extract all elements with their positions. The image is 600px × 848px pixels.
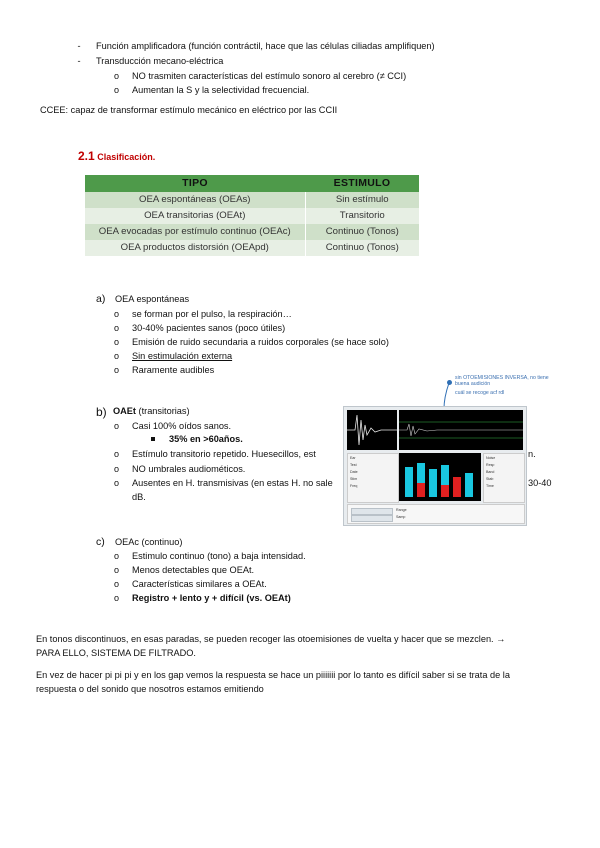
- oeas-item: Raramente audibles: [132, 365, 215, 375]
- stats-label: Noise: [486, 456, 496, 460]
- paragraph-filtering-line2: PARA ELLO, SISTEMA DE FILTRADO.: [36, 648, 196, 658]
- oeas-item: Sin estimulación externa: [132, 351, 233, 361]
- circle-bullet-icon: o: [114, 85, 120, 95]
- oaet-title-bold: OAEt: [113, 406, 136, 416]
- paragraph-gap-line2: respuesta o del sonido que nosotros estamos emitiendo: [36, 684, 264, 694]
- dash-bullet: -: [77, 56, 81, 66]
- circle-bullet-icon: o: [114, 551, 120, 561]
- info-label: Ear: [350, 456, 356, 460]
- table-cell: OEA espontáneas (OEAs): [85, 192, 305, 208]
- strip-label: Range: [396, 508, 407, 512]
- callout-text: sin OTOEMISIONES INVERSA, no tiene buena audición: [455, 375, 549, 387]
- info-label: Stim: [350, 477, 358, 481]
- stats-label: Time: [486, 484, 494, 488]
- list-marker-b: b): [96, 405, 107, 419]
- table-header-estimulo: ESTIMULO: [305, 175, 419, 192]
- info-label: Test: [350, 463, 357, 467]
- oeac-item: Registro + lento y + difícil (vs. OEAt): [132, 593, 291, 603]
- circle-bullet-icon: o: [114, 337, 120, 347]
- table-cell: OEA productos distorsión (OEApd): [85, 240, 305, 256]
- intro-item-2: Transducción mecano-eléctrica: [96, 56, 224, 66]
- info-label: Freq: [350, 484, 358, 488]
- oaet-title: [113, 406, 190, 418]
- oeac-item: Estimulo continuo (tono) a baja intensidad.: [132, 551, 306, 561]
- circle-bullet-icon: o: [114, 365, 120, 375]
- section-heading: [78, 149, 155, 164]
- oeas-item: Emisión de ruido secundaria a ruidos corporales (se hace solo): [132, 337, 389, 347]
- table-row: [85, 192, 419, 208]
- section-title: Clasificación.: [97, 152, 156, 162]
- info-label: Date: [350, 470, 358, 474]
- circle-bullet-icon: o: [114, 593, 120, 603]
- oeac-title: OEAc (continuo): [115, 537, 183, 547]
- square-bullet-icon: [151, 437, 155, 441]
- table-row: [85, 240, 419, 256]
- waveform-icon: [347, 410, 523, 450]
- table-cell: OEA evocadas por estímulo continuo (OEAc): [85, 224, 305, 240]
- oaet-title-rest: (transitorias): [135, 406, 190, 416]
- circle-bullet-icon: o: [114, 309, 120, 319]
- stats-label: Stab: [486, 477, 494, 481]
- circle-bullet-icon: o: [114, 351, 120, 361]
- oaet-item: Estímulo transitorio repetido. Huesecillos, est: [132, 449, 316, 459]
- paragraph-gap-line1: En vez de hacer pi pi pi y en los gap vemos la respuesta se hace un piiiiiii por lo tanto es difícil saber si se trata de la: [36, 670, 510, 680]
- table-cell: Transitorio: [305, 208, 419, 224]
- table-cell: OEA transitorias (OEAt): [85, 208, 305, 224]
- stats-label: Resp: [486, 463, 495, 467]
- table-cell: Continuo (Tonos): [305, 224, 419, 240]
- info-panel: [347, 453, 399, 503]
- circle-bullet-icon: o: [114, 478, 120, 488]
- oaet-item: NO umbrales audiométicos.: [132, 464, 246, 474]
- intro-subitem-1: NO trasmiten características del estímulo sonoro al cerebro (≠ CCI): [132, 71, 407, 81]
- oaet-item: Casi 100% oídos sanos.: [132, 421, 232, 431]
- dash-bullet: -: [77, 41, 81, 51]
- circle-bullet-icon: o: [114, 579, 120, 589]
- table-row: [85, 208, 419, 224]
- intro-item-1: Función amplificadora (función contráctil, hace que las células ciliadas amplifiquen): [96, 41, 435, 51]
- list-marker-a: a): [96, 293, 106, 305]
- circle-bullet-icon: o: [114, 421, 120, 431]
- oaet-item-line2: dB.: [132, 492, 146, 502]
- table-cell: Sin estímulo: [305, 192, 419, 208]
- oaet-item: Ausentes en H. transmisivas (en estas H. no sale: [132, 478, 333, 488]
- oeac-item: Menos detectables que OEAt.: [132, 565, 255, 575]
- classification-table: [85, 175, 419, 256]
- circle-bullet-icon: o: [114, 449, 120, 459]
- paragraph-filtering-line1: En tonos discontinuos, en esas paradas, se pueden recoger las otoemisiones de vuelta y hacer que se mezclen. →: [36, 634, 506, 644]
- circle-bullet-icon: o: [114, 71, 120, 81]
- circle-bullet-icon: o: [114, 464, 120, 474]
- callout-text-2: cuál se recoge acf rdl: [455, 389, 505, 396]
- oaet-item-tail: n.: [528, 449, 536, 459]
- stats-panel: [483, 453, 525, 503]
- screen-button-icon: [351, 515, 393, 522]
- oae-screenshot-figure: [343, 406, 527, 526]
- oaet-subitem: 35% en >60años.: [169, 434, 243, 444]
- list-marker-c: c): [96, 536, 105, 548]
- section-number: 2.1: [78, 149, 95, 163]
- oea-spontaneous-title: OEA espontáneas: [115, 294, 190, 304]
- table-header-tipo: TIPO: [85, 175, 305, 192]
- oeac-item: Características similares a OEAt.: [132, 579, 267, 589]
- strip-label: Samp: [396, 515, 406, 519]
- circle-bullet-icon: o: [114, 323, 120, 333]
- oeas-item: 30-40% pacientes sanos (poco útiles): [132, 323, 286, 333]
- bottom-strip: [347, 504, 525, 524]
- screen-button-icon: [351, 508, 393, 515]
- circle-bullet-icon: o: [114, 565, 120, 575]
- ccee-definition: CCEE: capaz de transformar estímulo mecánico en eléctrico por las CCII: [40, 105, 338, 115]
- spectrum-bars-icon: [399, 453, 481, 501]
- stats-label: Band: [486, 470, 495, 474]
- oeas-item: se forman por el pulso, la respiración…: [132, 309, 292, 319]
- table-cell: Continuo (Tonos): [305, 240, 419, 256]
- oaet-item-tail: 30-40: [528, 478, 552, 488]
- table-row: [85, 224, 419, 240]
- intro-subitem-2: Aumentan la S y la selectividad frecuencial.: [132, 85, 310, 95]
